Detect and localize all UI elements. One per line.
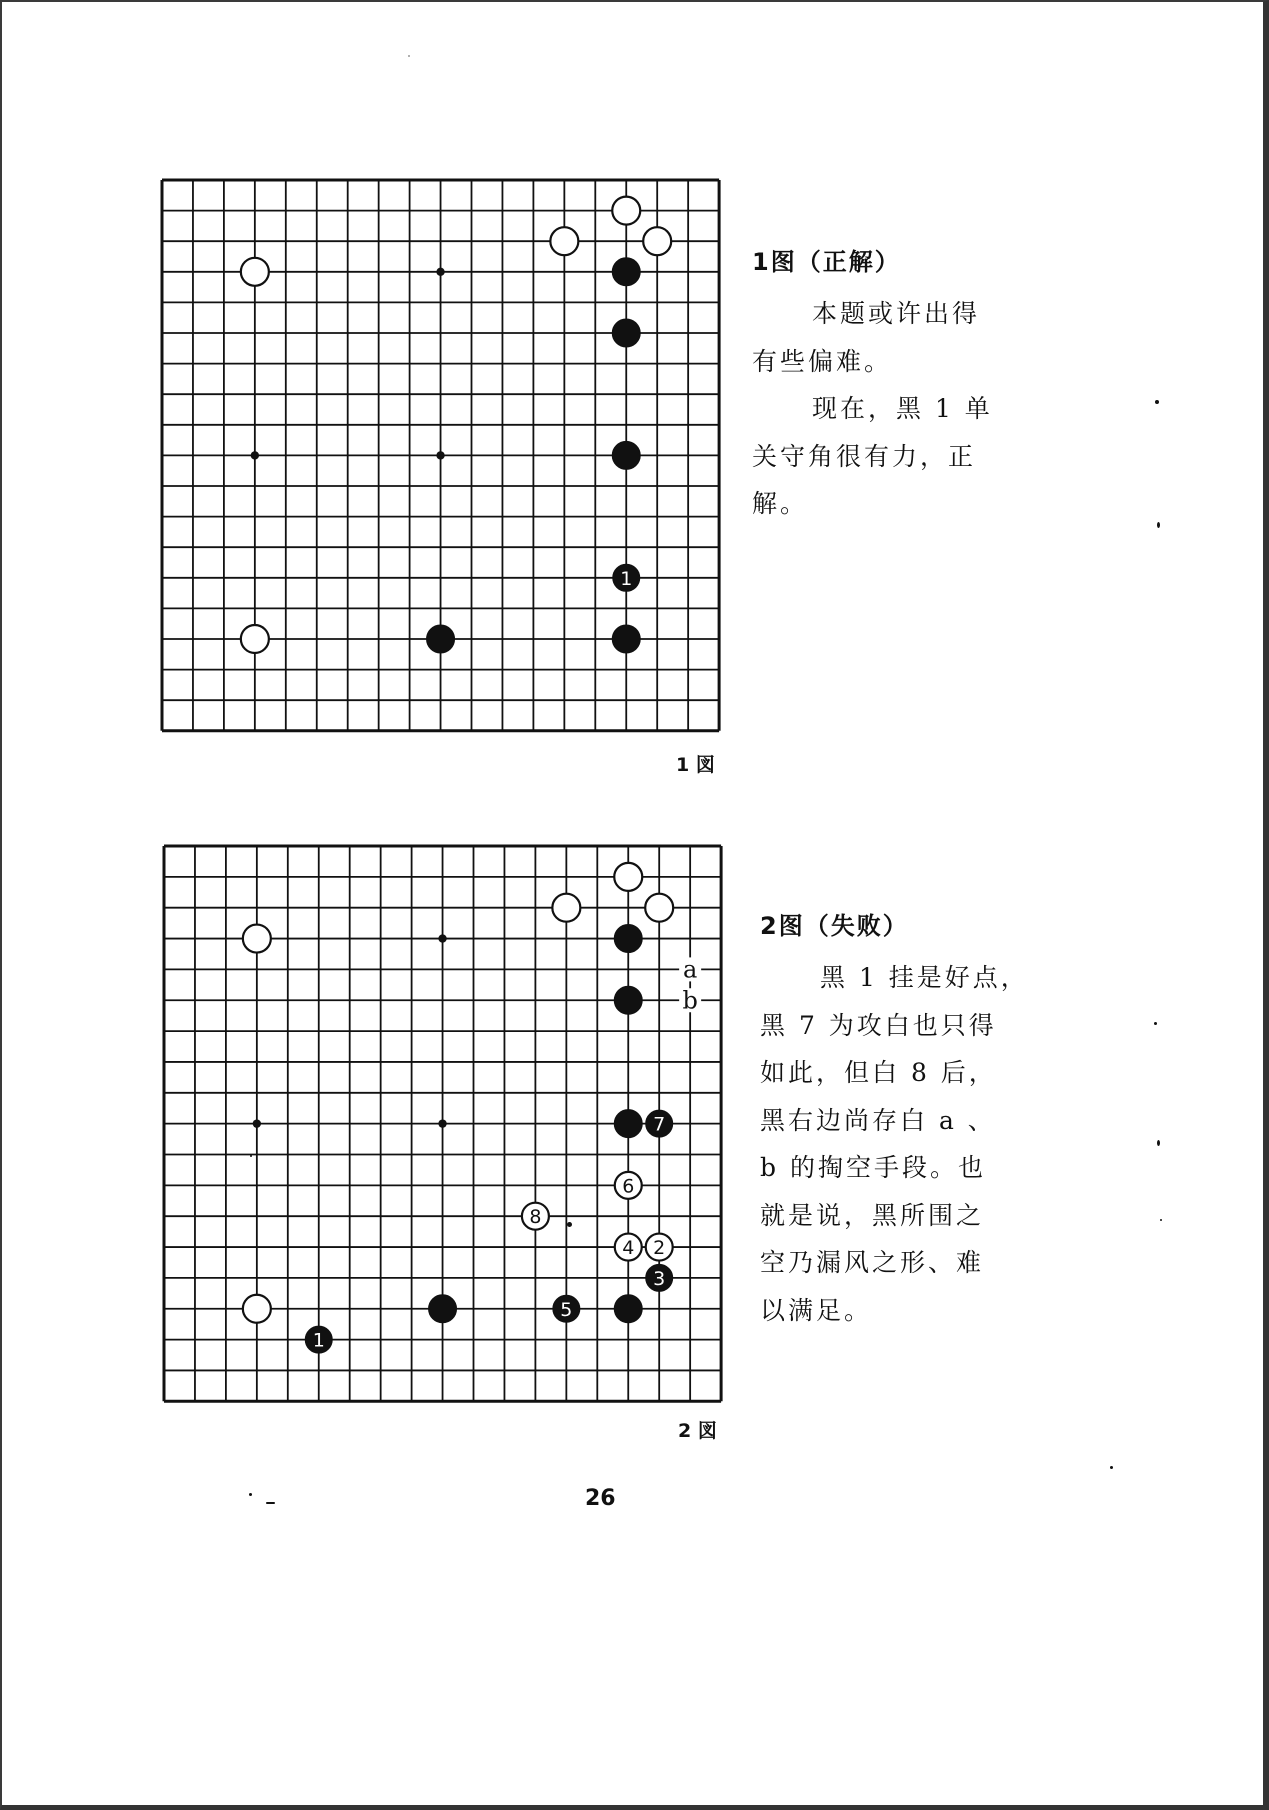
svg-text:1: 1: [620, 567, 633, 590]
board-marker-a: [679, 955, 701, 983]
diagram-1-body: [752, 290, 1052, 528]
black-stone-3-icon: [646, 1264, 673, 1291]
white-stone-icon: [614, 863, 642, 891]
commentary-line: 如此，但白 8 后，: [760, 1058, 997, 1087]
star-point-icon: [438, 1119, 446, 1127]
commentary-line: 以满足。: [760, 1295, 873, 1325]
black-stone-icon: [614, 925, 642, 953]
commentary-line: b 的掏空手段。也: [760, 1153, 986, 1182]
commentary-line: 黑 1 挂是好点，: [820, 963, 1029, 992]
diagram-1-caption: 1 図: [676, 754, 715, 776]
black-stone-1-icon: [305, 1326, 332, 1353]
svg-text:b: b: [682, 986, 698, 1015]
white-stone-6-icon: [615, 1172, 642, 1199]
svg-text:4: 4: [622, 1237, 635, 1260]
commentary-line: 本题或许出得: [812, 299, 981, 328]
white-stone-4-icon: [615, 1234, 642, 1261]
commentary-line: 现在，黑 1 单: [812, 394, 993, 423]
white-stone-icon: [243, 1295, 271, 1323]
diagram-2-caption: 2 図: [678, 1420, 717, 1442]
board-marker-b: [679, 986, 701, 1014]
white-stone-2-icon: [646, 1234, 673, 1261]
svg-text:6: 6: [622, 1175, 635, 1198]
diagram-2-title: 2图（失败）: [760, 912, 909, 940]
black-stone-icon: [614, 986, 642, 1014]
scan-speck: [266, 1502, 275, 1504]
scan-speck: [1110, 1466, 1113, 1469]
commentary-line: 有些偏难。: [752, 346, 893, 376]
svg-text:8: 8: [529, 1206, 542, 1229]
black-stone-icon: [614, 1110, 642, 1138]
scan-speck: [249, 1493, 252, 1496]
scan-speck: [1157, 1140, 1160, 1146]
diagram-1-title: 1图（正解）: [752, 248, 901, 276]
scan-speck: [250, 1155, 252, 1157]
scan-speck: [1155, 400, 1159, 404]
commentary-line: 黑右边尚存白 a 、: [760, 1105, 996, 1135]
diagram-2-body: [760, 954, 1060, 1334]
black-stone-icon: [429, 1295, 457, 1323]
commentary-line: 关守角很有力，正: [752, 441, 977, 471]
diagram-1-commentary: [752, 242, 1052, 528]
star-point-icon: [253, 1119, 261, 1127]
black-stone-7-icon: [646, 1110, 673, 1137]
black-stone-5-icon: [553, 1295, 580, 1322]
commentary-line: 就是说，黑所围之: [760, 1200, 985, 1230]
star-point-icon: [438, 934, 446, 942]
svg-text:3: 3: [653, 1267, 666, 1290]
white-stone-icon: [243, 925, 271, 953]
commentary-line: 解。: [752, 489, 809, 518]
svg-text:5: 5: [560, 1298, 573, 1321]
scan-speck: [408, 55, 410, 57]
scan-speck: [1154, 1022, 1157, 1025]
black-stone-icon: [614, 1295, 642, 1323]
white-stone-icon: [552, 894, 580, 922]
svg-text:1: 1: [312, 1329, 325, 1352]
white-stone-8-icon: [522, 1203, 549, 1230]
diagram-2-commentary: [760, 906, 1060, 1334]
commentary-line: 黑 7 为攻白也只得: [760, 1010, 997, 1040]
page-number: 26: [585, 1486, 616, 1511]
scan-speck: [567, 1222, 572, 1227]
svg-text:7: 7: [653, 1113, 666, 1136]
svg-text:2: 2: [653, 1237, 666, 1260]
go-board-diagram-2: [0, 0, 741, 1421]
commentary-line: 空乃漏风之形、难: [760, 1248, 985, 1277]
go-board-grid: [0, 0, 741, 1421]
scan-speck: [1160, 1219, 1162, 1221]
scan-speck: [1157, 522, 1160, 528]
white-stone-icon: [645, 894, 673, 922]
svg-text:a: a: [682, 955, 698, 984]
